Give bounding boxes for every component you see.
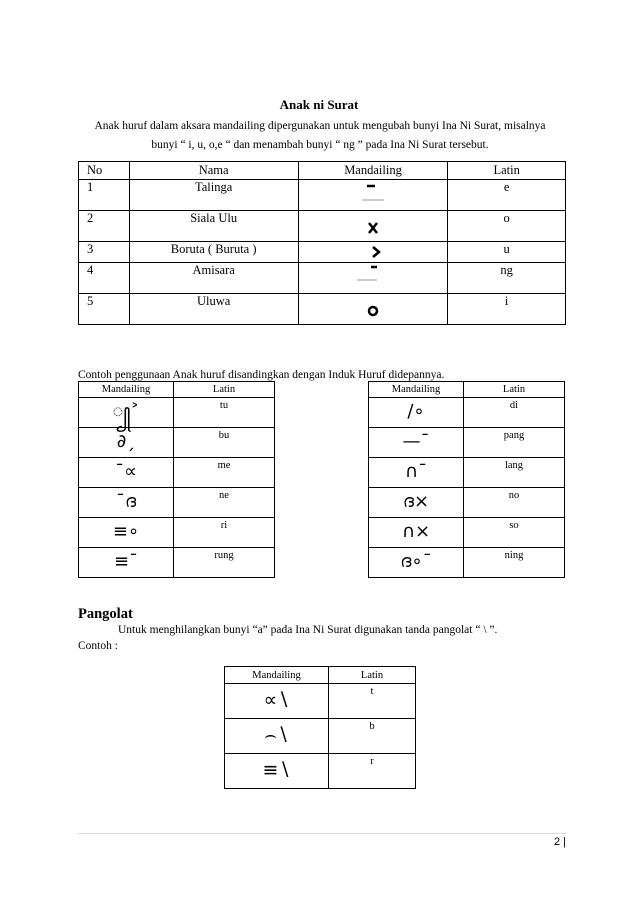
table-row	[369, 518, 565, 548]
page-number: 2 |	[553, 836, 566, 848]
glyph-text: ˉദ	[115, 491, 137, 512]
intro-paragraph: Anak huruf dalam aksara mandailing dipergunakan untuk mengubah bunyi Ina Ni Surat, misalnya bunyi “ i, u, o,e “ dan menambah bunyi “ ng ” pada Ina Ni Surat tersebut.	[94, 120, 546, 151]
header-latin: Latin	[448, 162, 566, 180]
row-nama: Uluwa	[129, 294, 298, 325]
table-row	[79, 488, 275, 518]
table-row	[369, 428, 565, 458]
row-no: 1	[79, 180, 130, 211]
latin-cell	[329, 754, 416, 789]
table-row	[225, 719, 416, 754]
table-header-row	[79, 162, 566, 180]
table-row	[79, 211, 566, 242]
latin-cell	[174, 458, 275, 488]
mandailing-glyph-icon	[369, 458, 464, 488]
table-row	[79, 242, 566, 263]
contoh-label: Contoh :	[78, 640, 118, 652]
header-latin: Latin	[464, 382, 565, 398]
latin-value: bu	[218, 430, 230, 441]
table-row	[369, 458, 565, 488]
latin-value: so	[509, 520, 519, 531]
latin-cell	[464, 488, 565, 518]
pangolat-paragraph: Untuk menghilangkan bunyi “a” pada Ina Ni Surat digunakan tanda pangolat “ \ ”.	[118, 624, 498, 636]
glyph-text: ദ×	[402, 491, 430, 512]
latin-cell	[174, 518, 275, 548]
latin-cell	[174, 428, 275, 458]
latin-value: r	[370, 756, 374, 767]
header-mandailing: Mandailing	[369, 382, 464, 398]
latin-value: ning	[504, 550, 524, 561]
latin-cell	[464, 398, 565, 428]
row-nama: Talinga	[129, 180, 298, 211]
table-row	[79, 294, 566, 325]
latin-cell	[174, 488, 275, 518]
mandailing-glyph-icon	[79, 488, 174, 518]
header-nama: Nama	[129, 162, 298, 180]
mandailing-glyph-icon	[225, 684, 329, 719]
row-latin: u	[448, 242, 566, 263]
footer-divider	[78, 833, 566, 834]
row-no: 2	[79, 211, 130, 242]
table-row	[79, 548, 275, 578]
glyph-text: ദ∘ˉ	[400, 551, 432, 572]
latin-cell	[464, 518, 565, 548]
header-mandailing: Mandailing	[225, 667, 329, 684]
uluwa-glyph-icon	[298, 294, 448, 325]
glyph-text: ∕∘	[407, 401, 425, 422]
table-row	[79, 428, 275, 458]
glyph-text: ≡∖	[262, 759, 291, 781]
table-row	[225, 754, 416, 789]
amisara-glyph-icon	[298, 263, 448, 294]
mandailing-glyph-icon	[369, 428, 464, 458]
latin-value: di	[509, 400, 519, 411]
mandailing-glyph-icon	[79, 518, 174, 548]
table-row	[79, 180, 566, 211]
latin-value: t	[370, 686, 374, 697]
latin-value: b	[369, 721, 375, 732]
header-latin: Latin	[174, 382, 275, 398]
page-title: Anak ni Surat	[279, 97, 359, 112]
header-latin: Latin	[329, 667, 416, 684]
mandailing-glyph-icon	[225, 719, 329, 754]
table-header-row	[369, 382, 565, 398]
latin-cell	[329, 719, 416, 754]
mandailing-glyph-icon	[225, 754, 329, 789]
latin-value: me	[217, 460, 231, 471]
row-no: 5	[79, 294, 130, 325]
latin-value: no	[508, 490, 520, 501]
example-table-right	[368, 381, 565, 578]
boruta-glyph-icon	[298, 242, 448, 263]
table-row	[79, 263, 566, 294]
latin-cell	[329, 684, 416, 719]
mandailing-glyph-icon	[369, 398, 464, 428]
anak-surat-table	[78, 161, 566, 325]
contoh-paragraph: Contoh penggunaan Anak huruf disandingkan dengan Induk Huruf didepannya.	[78, 369, 445, 381]
row-nama: Siala Ulu	[129, 211, 298, 242]
glyph-text: ∝∖	[263, 689, 290, 711]
glyph-text: ˉ∝	[115, 461, 137, 482]
glyph-text: ⌢∖	[264, 724, 289, 746]
pangolat-table	[224, 666, 416, 789]
row-latin: ng	[448, 263, 566, 294]
mandailing-glyph-icon	[79, 428, 174, 458]
table-row	[225, 684, 416, 719]
latin-value: ne	[219, 490, 229, 501]
latin-value: lang	[504, 460, 524, 471]
example-table-left	[78, 381, 275, 578]
header-mandailing: Mandailing	[79, 382, 174, 398]
table-row	[369, 548, 565, 578]
table-row	[369, 398, 565, 428]
glyph-text: ∩ˉ	[404, 461, 428, 482]
row-no: 4	[79, 263, 130, 294]
mandailing-glyph-icon	[369, 518, 464, 548]
latin-cell	[464, 548, 565, 578]
latin-cell	[174, 548, 275, 578]
glyph-text: ∩×	[401, 521, 431, 542]
mandailing-glyph-icon	[79, 398, 174, 428]
row-nama: Boruta ( Buruta )	[129, 242, 298, 263]
header-mandailing: Mandailing	[298, 162, 448, 180]
latin-value: rung	[214, 550, 234, 561]
row-nama: Amisara	[129, 263, 298, 294]
table-row	[79, 458, 275, 488]
latin-cell	[464, 458, 565, 488]
glyph-text: ꧀˃	[112, 401, 140, 422]
row-latin: e	[448, 180, 566, 211]
glyph-text: ≡∘	[112, 521, 140, 542]
table-row	[79, 518, 275, 548]
mandailing-glyph-icon	[79, 458, 174, 488]
header-no: No	[79, 162, 130, 180]
table-header-row	[79, 382, 275, 398]
row-latin: i	[448, 294, 566, 325]
table-row	[369, 488, 565, 518]
glyph-text: —ˉ	[402, 431, 430, 452]
latin-value: pang	[503, 430, 525, 441]
mandailing-glyph-icon	[369, 548, 464, 578]
mandailing-glyph-icon	[79, 548, 174, 578]
latin-value: ri	[220, 520, 228, 531]
table-row	[79, 398, 275, 428]
pangolat-heading: Pangolat	[78, 606, 133, 622]
talinga-glyph-icon	[298, 180, 448, 211]
table-header-row	[225, 667, 416, 684]
glyph-text: ∂ˏ	[116, 431, 136, 452]
glyph-text: ≡ˉ	[113, 551, 139, 572]
siala-ulu-glyph-icon	[298, 211, 448, 242]
mandailing-glyph-icon	[369, 488, 464, 518]
latin-cell	[174, 398, 275, 428]
latin-value: tu	[219, 400, 229, 411]
latin-cell	[464, 428, 565, 458]
row-latin: o	[448, 211, 566, 242]
row-no: 3	[79, 242, 130, 263]
